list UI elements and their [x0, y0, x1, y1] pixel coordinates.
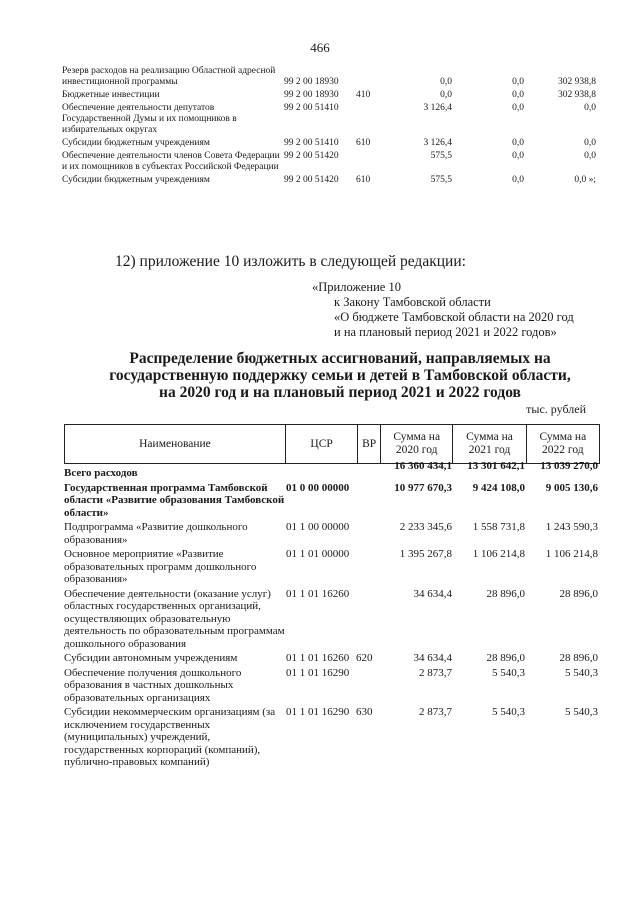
appendix-line: к Закону Тамбовской области [334, 295, 491, 309]
row-sum-2022: 9 005 130,6 [545, 481, 598, 494]
table-header [64, 424, 600, 464]
appendix-line: «О бюджете Тамбовской области на 2020 год [334, 310, 574, 324]
row-sum-2021: 0,0 [512, 77, 524, 87]
row-sum-2020: 2 873,7 [419, 666, 452, 679]
row-name: Обеспечение получения дошкольного образования в частных дошкольных образовательных организациях [64, 666, 242, 704]
row-sum-2021: 28 896,0 [486, 587, 525, 600]
table-row [62, 103, 602, 136]
appendix-line: «Приложение 10 [312, 280, 401, 294]
table-row [62, 90, 602, 101]
table-row [64, 521, 600, 546]
row-sum-2020: 3 126,4 [423, 103, 452, 113]
title-line: государственную поддержку семьи и детей в Тамбовской области, [109, 367, 571, 384]
row-vr: 610 [356, 175, 371, 185]
table-row [62, 175, 602, 186]
row-vr: 610 [356, 138, 371, 148]
row-sum-2022: 28 896,0 [559, 652, 598, 664]
row-csr: 01 1 01 16260 [286, 652, 350, 664]
row-csr: 01 1 01 00000 [286, 548, 350, 560]
row-sum-2020: 0,0 [440, 77, 452, 87]
row-csr: 99 2 00 51410 [284, 138, 339, 148]
row-csr: 01 1 01 16290 [286, 706, 350, 718]
row-sum-2020: 1 395 267,8 [399, 548, 452, 560]
row-sum-2022: 302 938,8 [558, 90, 596, 100]
table-row [64, 588, 600, 651]
document-title [40, 350, 640, 401]
row-sum-2021: 1 106 214,8 [472, 548, 525, 560]
row-sum-2021: 0,0 [512, 103, 524, 113]
page-number: 466 [310, 40, 330, 55]
row-csr: 01 1 01 16260 [286, 587, 350, 600]
row-name: Всего расходов [64, 467, 138, 479]
row-sum-2022: 0,0 [584, 138, 596, 148]
row-sum-2021: 9 424 108,0 [472, 481, 525, 494]
row-name: Основное мероприятие «Развитие образовательных программ дошкольного образования» [64, 548, 257, 585]
table-body [64, 460, 600, 769]
row-sum-2020: 575,5 [430, 175, 452, 185]
row-csr: 01 1 01 16290 [286, 666, 350, 679]
row-sum-2021: 5 540,3 [492, 706, 525, 718]
row-sum-2020: 3 126,4 [423, 138, 452, 148]
header-csr: ЦСР [286, 425, 358, 463]
header-vr: ВР [358, 425, 381, 463]
header-sum-2021: Сумма на 2021 год [453, 425, 526, 463]
row-sum-2020: 2 233 345,6 [399, 521, 452, 533]
row-name: Резерв расходов на реализацию Областной адресной инвестиционной программы [62, 66, 276, 87]
table-row [64, 652, 600, 665]
row-vr: 630 [356, 706, 373, 718]
header-sum-2020: Сумма на 2020 год [381, 425, 453, 463]
row-sum-2021: 0,0 [512, 175, 524, 185]
table-row [62, 66, 602, 88]
row-sum-2021: 5 540,3 [492, 666, 525, 679]
row-name: Обеспечение деятельности депутатов Государственной Думы и их помощников в избирательных округах [62, 103, 237, 135]
row-csr: 99 2 00 51410 [284, 103, 339, 113]
table-row [64, 706, 600, 769]
row-csr: 99 2 00 18930 [284, 77, 339, 87]
row-csr: 01 1 00 00000 [286, 521, 350, 533]
row-sum-2021: 0,0 [512, 90, 524, 100]
continuation-table [62, 66, 602, 188]
row-sum-2020: 34 634,4 [413, 587, 452, 600]
title-line: Распределение бюджетных ассигнований, направляемых на [129, 350, 551, 367]
row-sum-2021: 28 896,0 [486, 652, 525, 664]
row-csr: 99 2 00 18930 [284, 90, 339, 100]
row-sum-2022: 5 540,3 [565, 706, 598, 718]
row-sum-2022: 0,0 [584, 151, 596, 161]
amendment-instruction: 12) приложение 10 изложить в следующей редакции: [115, 253, 466, 270]
row-name: Субсидии некоммерческим организациям (за исключением государственных (муниципальных) учреждений, государственных корпораций (компаний), публично-правовых компаний) [64, 706, 276, 768]
header-name: Наименование [65, 425, 286, 463]
row-sum-2021: 0,0 [512, 151, 524, 161]
row-sum-2020: 2 873,7 [419, 706, 452, 718]
row-sum-2020: 10 977 670,3 [394, 481, 452, 494]
row-sum-2020: 0,0 [440, 90, 452, 100]
row-sum-2022: 28 896,0 [559, 587, 598, 600]
table-row [64, 460, 600, 480]
row-sum-2020: 16 360 434,1 [394, 460, 452, 472]
row-sum-2022: 0,0 [584, 103, 596, 113]
table-row [62, 151, 602, 173]
units-label: тыс. рублей [526, 402, 586, 416]
row-sum-2020: 34 634,4 [413, 652, 452, 664]
header-sum-2022: Сумма на 2022 год [539, 431, 587, 456]
row-csr: 99 2 00 51420 [284, 175, 339, 185]
row-name: Субсидии автономным учреждениям [64, 652, 238, 664]
row-sum-2022: 5 540,3 [565, 666, 598, 679]
row-name: Бюджетные инвестиции [62, 90, 160, 100]
row-sum-2022: 302 938,8 [558, 77, 596, 87]
row-sum-2022: 1 106 214,8 [545, 548, 598, 560]
row-name: Субсидии бюджетным учреждениям [62, 175, 210, 185]
table-row [64, 548, 600, 586]
budget-table [64, 424, 600, 771]
row-name: Обеспечение деятельности членов Совета Федерации и их помощников в субъектах Российской Федерации [62, 151, 280, 172]
table-row [64, 667, 600, 705]
row-vr: 620 [356, 652, 373, 664]
row-name: Субсидии бюджетным учреждениям [62, 138, 210, 148]
row-csr: 99 2 00 51420 [284, 151, 339, 161]
row-sum-2022: 0,0 »; [574, 175, 596, 185]
row-sum-2020: 575,5 [430, 151, 452, 161]
row-name: Обеспечение деятельности (оказание услуг) областных государственных организаций, осуществляющих образовательную деятельность по образовательным программам дошкольного образования [64, 587, 285, 650]
row-name: Государственная программа Тамбовской области «Развитие образования Тамбовской области» [64, 481, 285, 519]
row-sum-2022: 13 039 270,0 [540, 460, 598, 472]
table-row [62, 138, 602, 149]
row-sum-2021: 0,0 [512, 138, 524, 148]
appendix-header [312, 280, 574, 340]
row-name: Подпрограмма «Развитие дошкольного образования» [64, 521, 248, 546]
row-vr: 410 [356, 90, 371, 100]
title-line: на 2020 год и на плановый период 2021 и 2022 годов [159, 384, 521, 401]
table-row [64, 482, 600, 520]
appendix-line: и на плановый период 2021 и 2022 годов» [334, 325, 557, 339]
row-sum-2021: 1 558 731,8 [472, 521, 525, 533]
row-sum-2022: 1 243 590,3 [545, 521, 598, 533]
row-csr: 01 0 00 00000 [286, 481, 350, 494]
row-sum-2021: 13 301 642,1 [467, 460, 525, 472]
